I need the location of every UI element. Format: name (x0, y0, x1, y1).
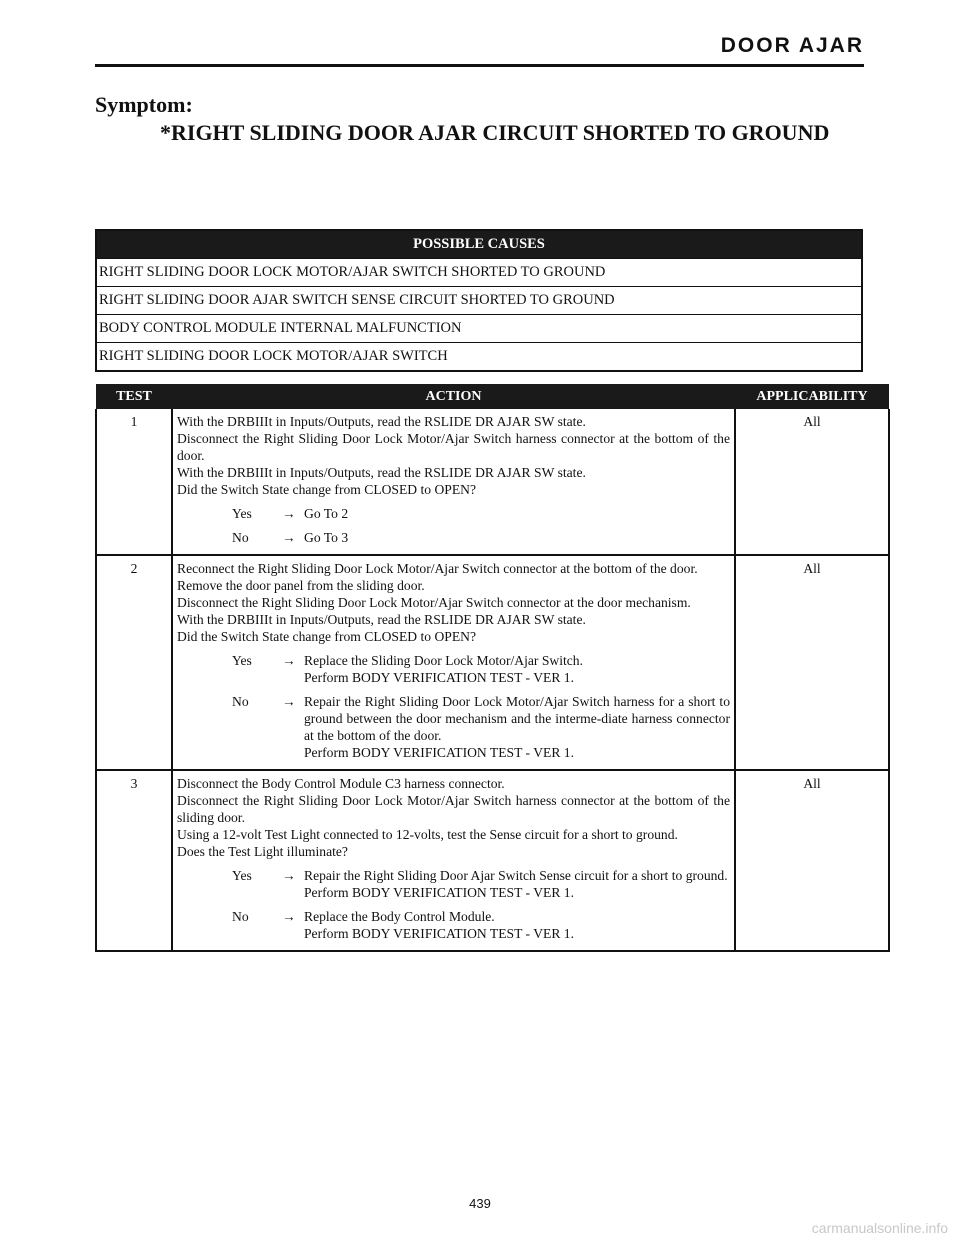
branch-result (304, 867, 730, 901)
arrow-right-icon: → (282, 868, 296, 883)
branch-result-line: Perform BODY VERIFICATION TEST - VER 1. (304, 926, 574, 941)
column-header-action: ACTION (172, 384, 735, 409)
column-header-test: TEST (96, 384, 172, 409)
branch-result (304, 908, 730, 942)
branch-result-line: Perform BODY VERIFICATION TEST - VER 1. (304, 745, 574, 760)
test-branch (232, 908, 730, 942)
branch-result-line: Replace the Body Control Module. (304, 909, 495, 924)
table-row (96, 409, 889, 555)
possible-causes-table (95, 229, 863, 372)
test-step: With the DRBIIIt in Inputs/Outputs, read the RSLIDE DR AJAR SW state. (177, 414, 586, 429)
test-step: Did the Switch State change from CLOSED to OPEN? (177, 629, 477, 644)
branch-result (304, 529, 730, 546)
arrow-right-icon: → (282, 506, 296, 521)
test-step: Disconnect the Body Control Module C3 harness connector. (177, 776, 505, 791)
test-steps (177, 560, 730, 645)
test-number: 2 (96, 555, 172, 770)
test-step: Did the Switch State change from CLOSED to OPEN? (177, 482, 477, 497)
test-action (172, 409, 735, 555)
symptom-label: Symptom: (95, 92, 193, 117)
branch-result-line: Repair the Right Sliding Door Ajar Switch Sense circuit for a short to ground. (304, 868, 728, 883)
test-step: Disconnect the Right Sliding Door Lock Motor/Ajar Switch harness connector at the bottom of the door. (177, 431, 730, 463)
test-branch (232, 652, 730, 686)
test-step: Using a 12-volt Test Light connected to 12-volts, test the Sense circuit for a short to ground. (177, 827, 678, 842)
column-header-applicability: APPLICABILITY (735, 384, 889, 409)
branch-label: No (232, 909, 249, 924)
arrow-right-icon: → (282, 653, 296, 668)
test-step: Does the Test Light illuminate? (177, 844, 348, 859)
test-number: 3 (96, 770, 172, 951)
branch-result-line: Go To 3 (304, 530, 349, 545)
test-branch (232, 867, 730, 901)
arrow-right-icon: → (282, 694, 296, 709)
symptom-title: *RIGHT SLIDING DOOR AJAR CIRCUIT SHORTED TO GROUND (160, 120, 830, 145)
test-action (172, 770, 735, 951)
branch-label: No (232, 530, 249, 545)
test-applicability: All (735, 770, 889, 951)
branch-label: Yes (232, 506, 252, 521)
table-row (96, 770, 889, 951)
branch-label: Yes (232, 868, 252, 883)
header-rule (95, 64, 864, 67)
branch-result (304, 652, 730, 686)
test-rows (96, 409, 889, 951)
test-action (172, 555, 735, 770)
test-steps (177, 775, 730, 860)
test-steps (177, 413, 730, 498)
test-branch (232, 529, 730, 546)
branch-result-line: Repair the Right Sliding Door Lock Motor/Ajar Switch harness for a short to ground between the door mechanism and the interme-diate harness connector at the bottom of the door. (304, 694, 730, 743)
watermark: carmanualsonline.info (811, 1220, 948, 1236)
page-number: 439 (469, 1196, 491, 1211)
test-number: 1 (96, 409, 172, 555)
branch-result-line: Perform BODY VERIFICATION TEST - VER 1. (304, 670, 574, 685)
test-branch (232, 505, 730, 522)
possible-cause-item: RIGHT SLIDING DOOR LOCK MOTOR/AJAR SWITCH (97, 342, 861, 370)
test-branch (232, 693, 730, 761)
test-applicability: All (735, 555, 889, 770)
branch-result (304, 505, 730, 522)
branch-result (304, 693, 730, 761)
possible-cause-item: BODY CONTROL MODULE INTERNAL MALFUNCTION (97, 314, 861, 342)
test-step: Disconnect the Right Sliding Door Lock Motor/Ajar Switch harness connector at the bottom of the sliding door. (177, 793, 730, 825)
branch-result-line: Perform BODY VERIFICATION TEST - VER 1. (304, 885, 574, 900)
arrow-right-icon: → (282, 530, 296, 545)
possible-cause-item: RIGHT SLIDING DOOR LOCK MOTOR/AJAR SWITCH SHORTED TO GROUND (97, 258, 861, 286)
arrow-right-icon: → (282, 909, 296, 924)
possible-causes-heading: POSSIBLE CAUSES (97, 231, 861, 258)
test-procedure-table (95, 384, 890, 952)
test-step: Disconnect the Right Sliding Door Lock Motor/Ajar Switch connector at the door mechanism. (177, 595, 691, 610)
possible-cause-item: RIGHT SLIDING DOOR AJAR SWITCH SENSE CIRCUIT SHORTED TO GROUND (97, 286, 861, 314)
table-row (96, 555, 889, 770)
test-step: Reconnect the Right Sliding Door Lock Motor/Ajar Switch connector at the bottom of the door. (177, 561, 698, 576)
section-title: DOOR AJAR (720, 34, 864, 57)
branch-result-line: Replace the Sliding Door Lock Motor/Ajar Switch. (304, 653, 583, 668)
test-step: Remove the door panel from the sliding door. (177, 578, 425, 593)
branch-result-line: Go To 2 (304, 506, 349, 521)
test-step: With the DRBIIIt in Inputs/Outputs, read the RSLIDE DR AJAR SW state. (177, 612, 586, 627)
branch-label: Yes (232, 653, 252, 668)
test-step: With the DRBIIIt in Inputs/Outputs, read the RSLIDE DR AJAR SW state. (177, 465, 586, 480)
branch-label: No (232, 694, 249, 709)
test-applicability: All (735, 409, 889, 555)
